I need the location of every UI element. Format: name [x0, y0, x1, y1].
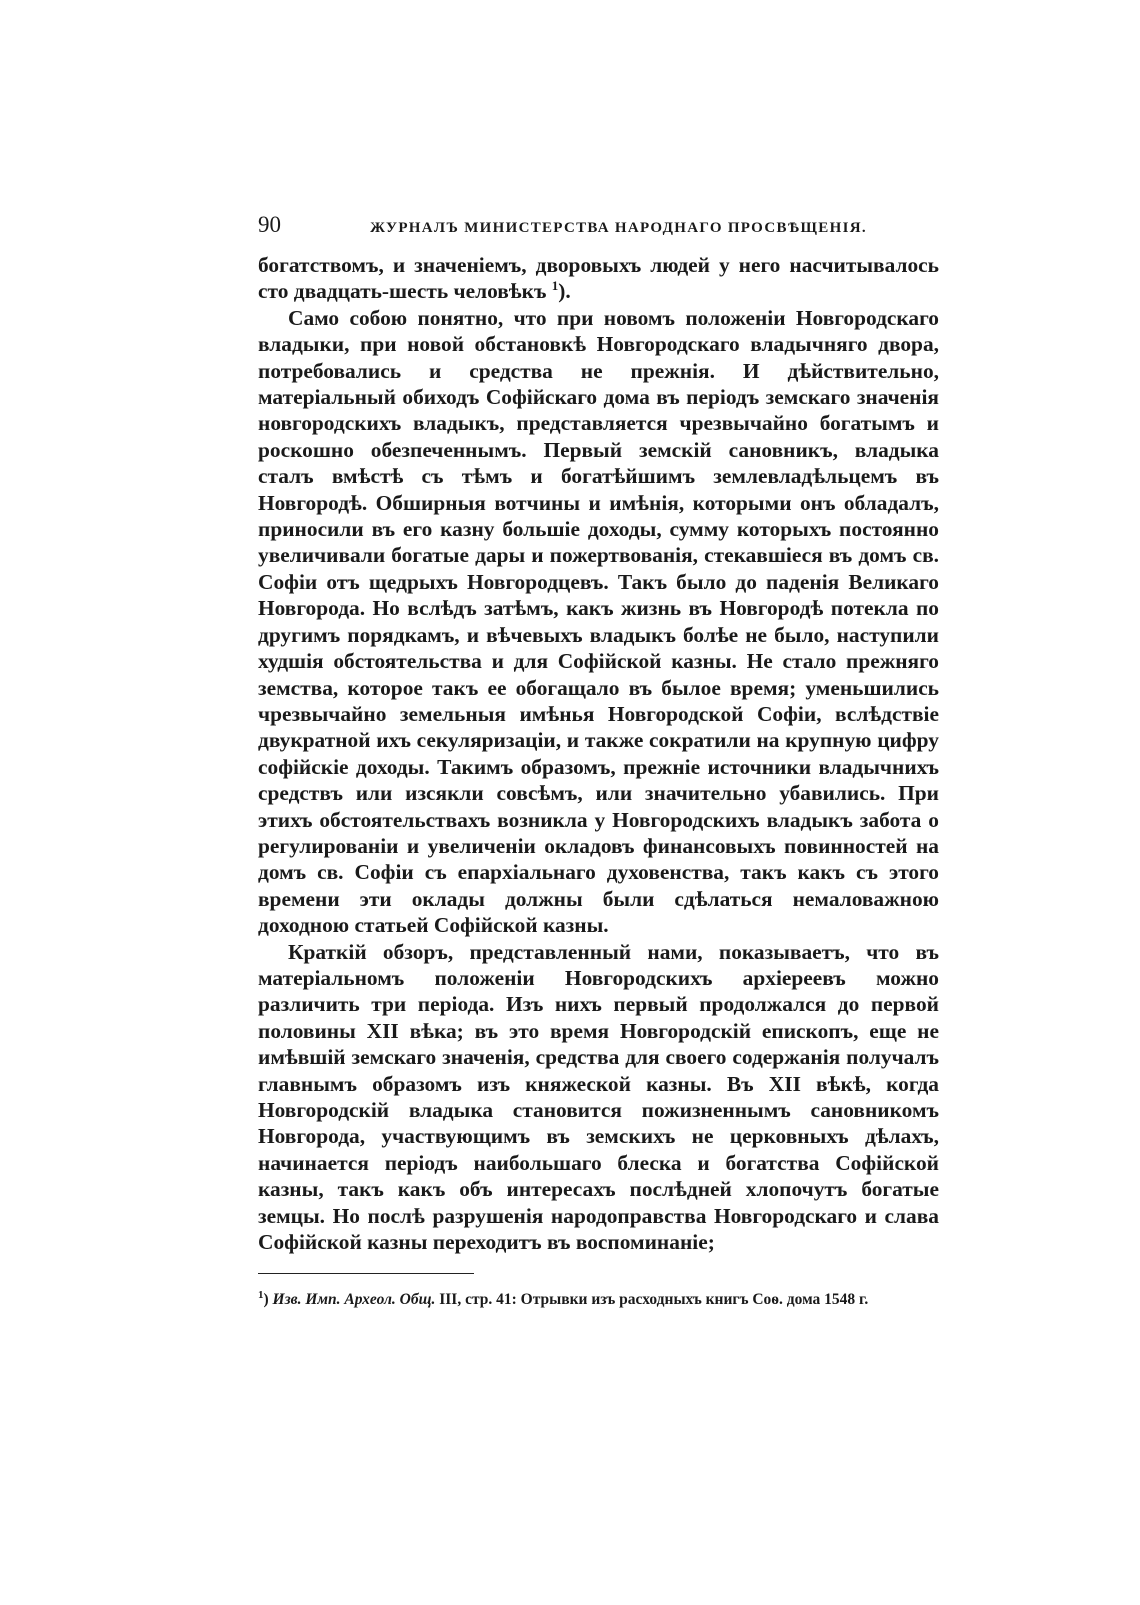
body-text — [258, 252, 939, 1255]
footnote-source: Изв. Имп. Археол. Общ. — [272, 1291, 436, 1309]
footnote-text: III, стр. 41: Отрывки изъ расходныхъ книгъ Соѳ. дома 1548 г. — [435, 1291, 869, 1309]
footnote-mark: 1 — [258, 1289, 264, 1302]
book-page — [258, 212, 939, 1312]
footnote — [258, 1288, 939, 1312]
page-number: 90 — [258, 212, 281, 237]
paragraph: Само собою понятно, что при новомъ положеніи Новгородскаго владыки, при новой обстановкѣ Новгородскаго владычняго двора, потребовались и средства не прежнія. И дѣйствительно, матеріальный обиходъ Софійскаго дома въ періодъ земскаго значенія новгородскихъ владыкъ, представляется чрезвычайно богатымъ и роскошно обезпеченнымъ. Первый земскій сановникъ, владыка сталъ вмѣстѣ съ тѣмъ и богатѣйшимъ землевладѣльцемъ въ Новгородѣ. Обширныя вотчины и имѣнія, которыми онъ обладалъ, приносили въ его казну большіе доходы, сумму которыхъ постоянно увеличивали богатые дары и пожертвованія, стекавшіеся въ домъ св. Софіи отъ щедрыхъ Новгородцевъ. Такъ было до паденія Великаго Новгорода. Но вслѣдъ затѣмъ, какъ жизнь въ Новгородѣ потекла по другимъ порядкамъ, и вѣчевыхъ владыкъ болѣе не было, наступили худшія обстоятельства и для Софійской казны. Не стало прежняго земства, которое такъ ее обогащало въ былое время; уменьшились чрезвычайно земельныя имѣнья Новгородской Софіи, вслѣдствіе двукратной ихъ секуляризаціи, и также сократили на крупную цифру софійскіе доходы. Такимъ образомъ, прежніе источники владычнихъ средствъ или изсякли совсѣмъ, или значительно убавились. При этихъ обстоятельствахъ возникла у Новгородскихъ владыкъ забота о регулированіи и увеличеніи окладовъ финансовыхъ повинностей на домъ св. Софіи съ епархіальнаго духовенства, такъ какъ съ этого времени эти оклады должны были сдѣлаться немаловажною доходною статьей Софійской казны. — [258, 305, 939, 938]
page-header — [258, 212, 939, 248]
footnote-divider — [258, 1273, 474, 1274]
running-title: ЖУРНАЛЪ МИНИСТЕРСТВА НАРОДНАГО ПРОСВѢЩЕНІЯ. — [370, 220, 867, 236]
footnote-paren: ) — [263, 1291, 273, 1309]
paragraph-text: богатствомъ, и значеніемъ, дворовыхъ людей у него насчитывалось сто двадцать-шесть человѣкъ — [258, 253, 939, 304]
paragraph: Краткій обзоръ, представленный нами, показываетъ, что въ матеріальномъ положеніи Новгородскихъ архіереевъ можно различить три періода. Изъ нихъ первый продолжался до первой половины XII вѣка; въ это время Новгородскій епископъ, еще не имѣвшій земскаго значенія, средства для своего содержанія получалъ главнымъ образомъ изъ княжеской казны. Въ XII вѣкѣ, когда Новгородскій владыка становится пожизненнымъ сановникомъ Новгорода, участвующимъ въ земскихъ не церковныхъ дѣлахъ, начинается періодъ наибольшаго блеска и богатства Софійской казны, такъ какъ объ интересахъ послѣдней хлопочутъ богатые земцы. Но послѣ разрушенія народоправства Новгородскаго и слава Софійской казны переходитъ въ воспоминаніе; — [258, 939, 939, 1255]
paragraph-continuation — [258, 252, 939, 305]
footnote-reference: 1 — [551, 278, 559, 294]
paragraph-text-end: ). — [558, 279, 571, 304]
